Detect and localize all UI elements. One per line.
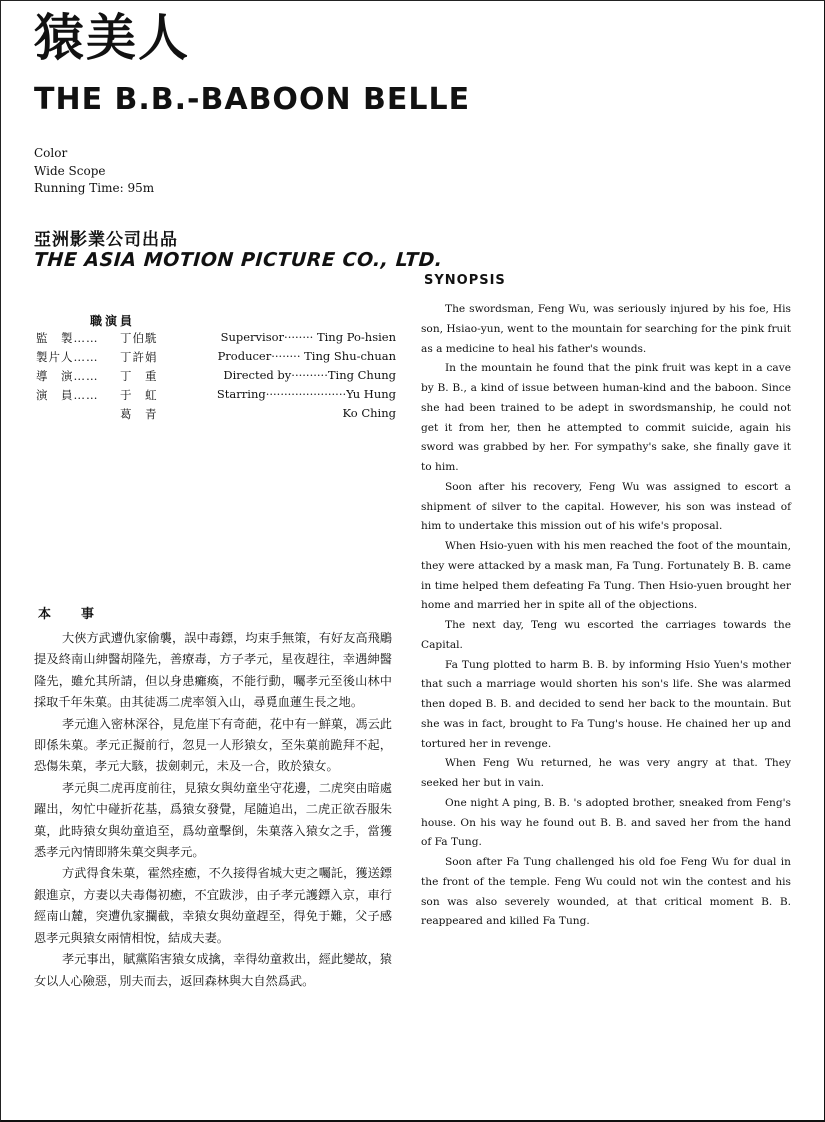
synopsis-paragraph: Soon after his recovery, Feng Wu was assigned to escort a shipment of silver to the capital. However, his son was instead of him to undertake this mission out of his wife's proposal.: [421, 480, 791, 533]
film-meta: [34, 145, 154, 198]
credits-list: [36, 330, 396, 425]
credit-english: Ko Ching: [342, 406, 396, 420]
credit-name-cn: 葛 青: [120, 407, 158, 421]
credit-name-cn: 于 虹: [120, 388, 158, 402]
credit-english: Starring······················Yu Hung: [216, 387, 396, 401]
credit-row-starring: [36, 387, 396, 406]
synopsis-paragraph: In the mountain he found that the pink fruit was kept in a cave by B. B., a kind of issue between human-kind and the baboon. Since she had been trained to be adept in swordsmanship, he could not get it from her, then he attempted to commit suicide, again his sword was grabbed by her. For sympathy's sake, she finally gave it to him.: [421, 362, 791, 473]
story-heading: 本事: [38, 607, 125, 622]
synopsis-paragraph: When Hsio-yuen with his men reached the foot of the mountain, they were attacked by a mask man, Fa Tung. Fortunately B. B. came in time helped them defeating Fa Tung. Then Hsio-yuen brought her home and married her in spite all of the objections.: [421, 540, 791, 612]
synopsis-paragraph: Fa Tung plotted to harm B. B. by informing Hsio Yuen's mother that such a marriage would shorten his son's life. She was alarmed then doped B. B. and decided to send her back to the mountain. But she was in fact, brought to Fa Tung's house. He chained her up and tortured her in revenge.: [421, 658, 791, 750]
synopsis-paragraph: One night A ping, B. B. 's adopted brother, sneaked from Feng's house. On his way he found out B. B. and saved her from the hand of Fa Tung.: [421, 796, 791, 849]
credit-name-cn: 丁許娟: [120, 350, 158, 364]
credit-role-cn: 監 製……: [36, 331, 99, 345]
meta-color: Color: [34, 146, 68, 160]
credit-row-costar: [36, 406, 396, 425]
title-chinese: 猿美人: [34, 9, 190, 67]
meta-running-time: Running Time: 95m: [34, 181, 155, 195]
company-name-english: THE ASIA MOTION PICTURE CO., LTD.: [33, 249, 444, 271]
story-paragraph: 孝元進入密林深谷，見危崖下有奇葩，花中有一鮮菓，馮云此即係朱菓。孝元正擬前行，忽見一人形猿女，至朱菓前跪拜不起，恐傷朱菓，孝元大駭，拔劍刺元，未及一合，敗於猿女。: [34, 716, 392, 774]
synopsis-body: [421, 300, 791, 932]
meta-format: Wide Scope: [34, 163, 106, 178]
synopsis-paragraph: The swordsman, Feng Wu, was seriously injured by his foe, His son, Hsiao-yun, went to the mountain for searching for the pink fruit as a medicine to heal his father's wounds.: [421, 303, 791, 355]
credit-english: Producer········ Ting Shu-chuan: [217, 349, 396, 363]
company-name-chinese: 亞洲影業公司出品: [34, 230, 178, 250]
story-paragraph: 大俠方武遭仇家偷襲，誤中毒鏢，均束手無策，有好友高飛鵰提及終南山紳醫胡隆先，善療毒，方子孝元，星夜趕往，幸遇紳醫隆先，雖允其所請，但以身患癱瘓，不能行動，囑孝元至後山林中採取千年朱菓。由其徒馮二虎率領入山，尋覓血蓮生長之地。: [34, 631, 392, 710]
synopsis-paragraph: The next day, Teng wu escorted the carriages towards the Capital.: [421, 619, 791, 651]
story-paragraph: 孝元事出，賦黨陷害猿女成擒，幸得幼童救出，經此變故，猿女以人心險惡，別夫而去，返回森林與大自然爲武。: [34, 952, 392, 988]
credit-english: Directed by··········Ting Chung: [223, 368, 396, 382]
story-body: [34, 628, 392, 992]
synopsis-paragraph: Soon after Fa Tung challenged his old foe Feng Wu for dual in the front of the temple. Feng Wu could not win the contest and his son was also severely wounded, at that critical moment B. B. reappeared and killed Fa Tung.: [421, 856, 791, 928]
credit-english: Supervisor········ Ting Po-hsien: [220, 330, 396, 344]
credit-row-producer: [36, 349, 396, 368]
story-paragraph: 孝元與二虎再度前往，見猿女與幼童坐守花邊，二虎突由暗處躍出，匆忙中碰折花基，爲猿女發覺，尾隨追出，二虎正欲吞服朱菓，此時猿女與幼童追至，爲幼童擊倒，朱菓落入猿女之手，當獲悉孝元內情即將朱菓交與孝元。: [34, 780, 392, 860]
credits-heading: 職演員: [90, 314, 136, 328]
synopsis-heading: SYNOPSIS: [424, 273, 506, 288]
credit-role-cn: 製片人……: [36, 350, 99, 364]
credit-name-cn: 丁 重: [120, 369, 158, 383]
credit-name-cn: 丁伯駪: [120, 331, 158, 345]
credit-row-supervisor: [36, 330, 396, 349]
credit-row-director: [36, 368, 396, 387]
credit-role-cn: 演 員……: [36, 388, 99, 402]
synopsis-paragraph: When Feng Wu returned, he was very angry at that. They seeked her but in vain.: [421, 757, 791, 789]
title-english: THE B.B.-BABOON BELLE: [34, 82, 471, 117]
story-paragraph: 方武得食朱菓，霍然痊癒，不久接得省城大吏之囑託，獲送鏢銀進京，方妻以夫毒傷初癒，不宜跋涉，由子孝元護鏢入京，車行經南山麓，突遭仇家攔截，幸猿女與幼童趕至，得免于難，父子感恩孝元與猿女兩情相悅，結成夫妻。: [34, 866, 392, 945]
credit-role-cn: 導 演……: [36, 369, 99, 383]
